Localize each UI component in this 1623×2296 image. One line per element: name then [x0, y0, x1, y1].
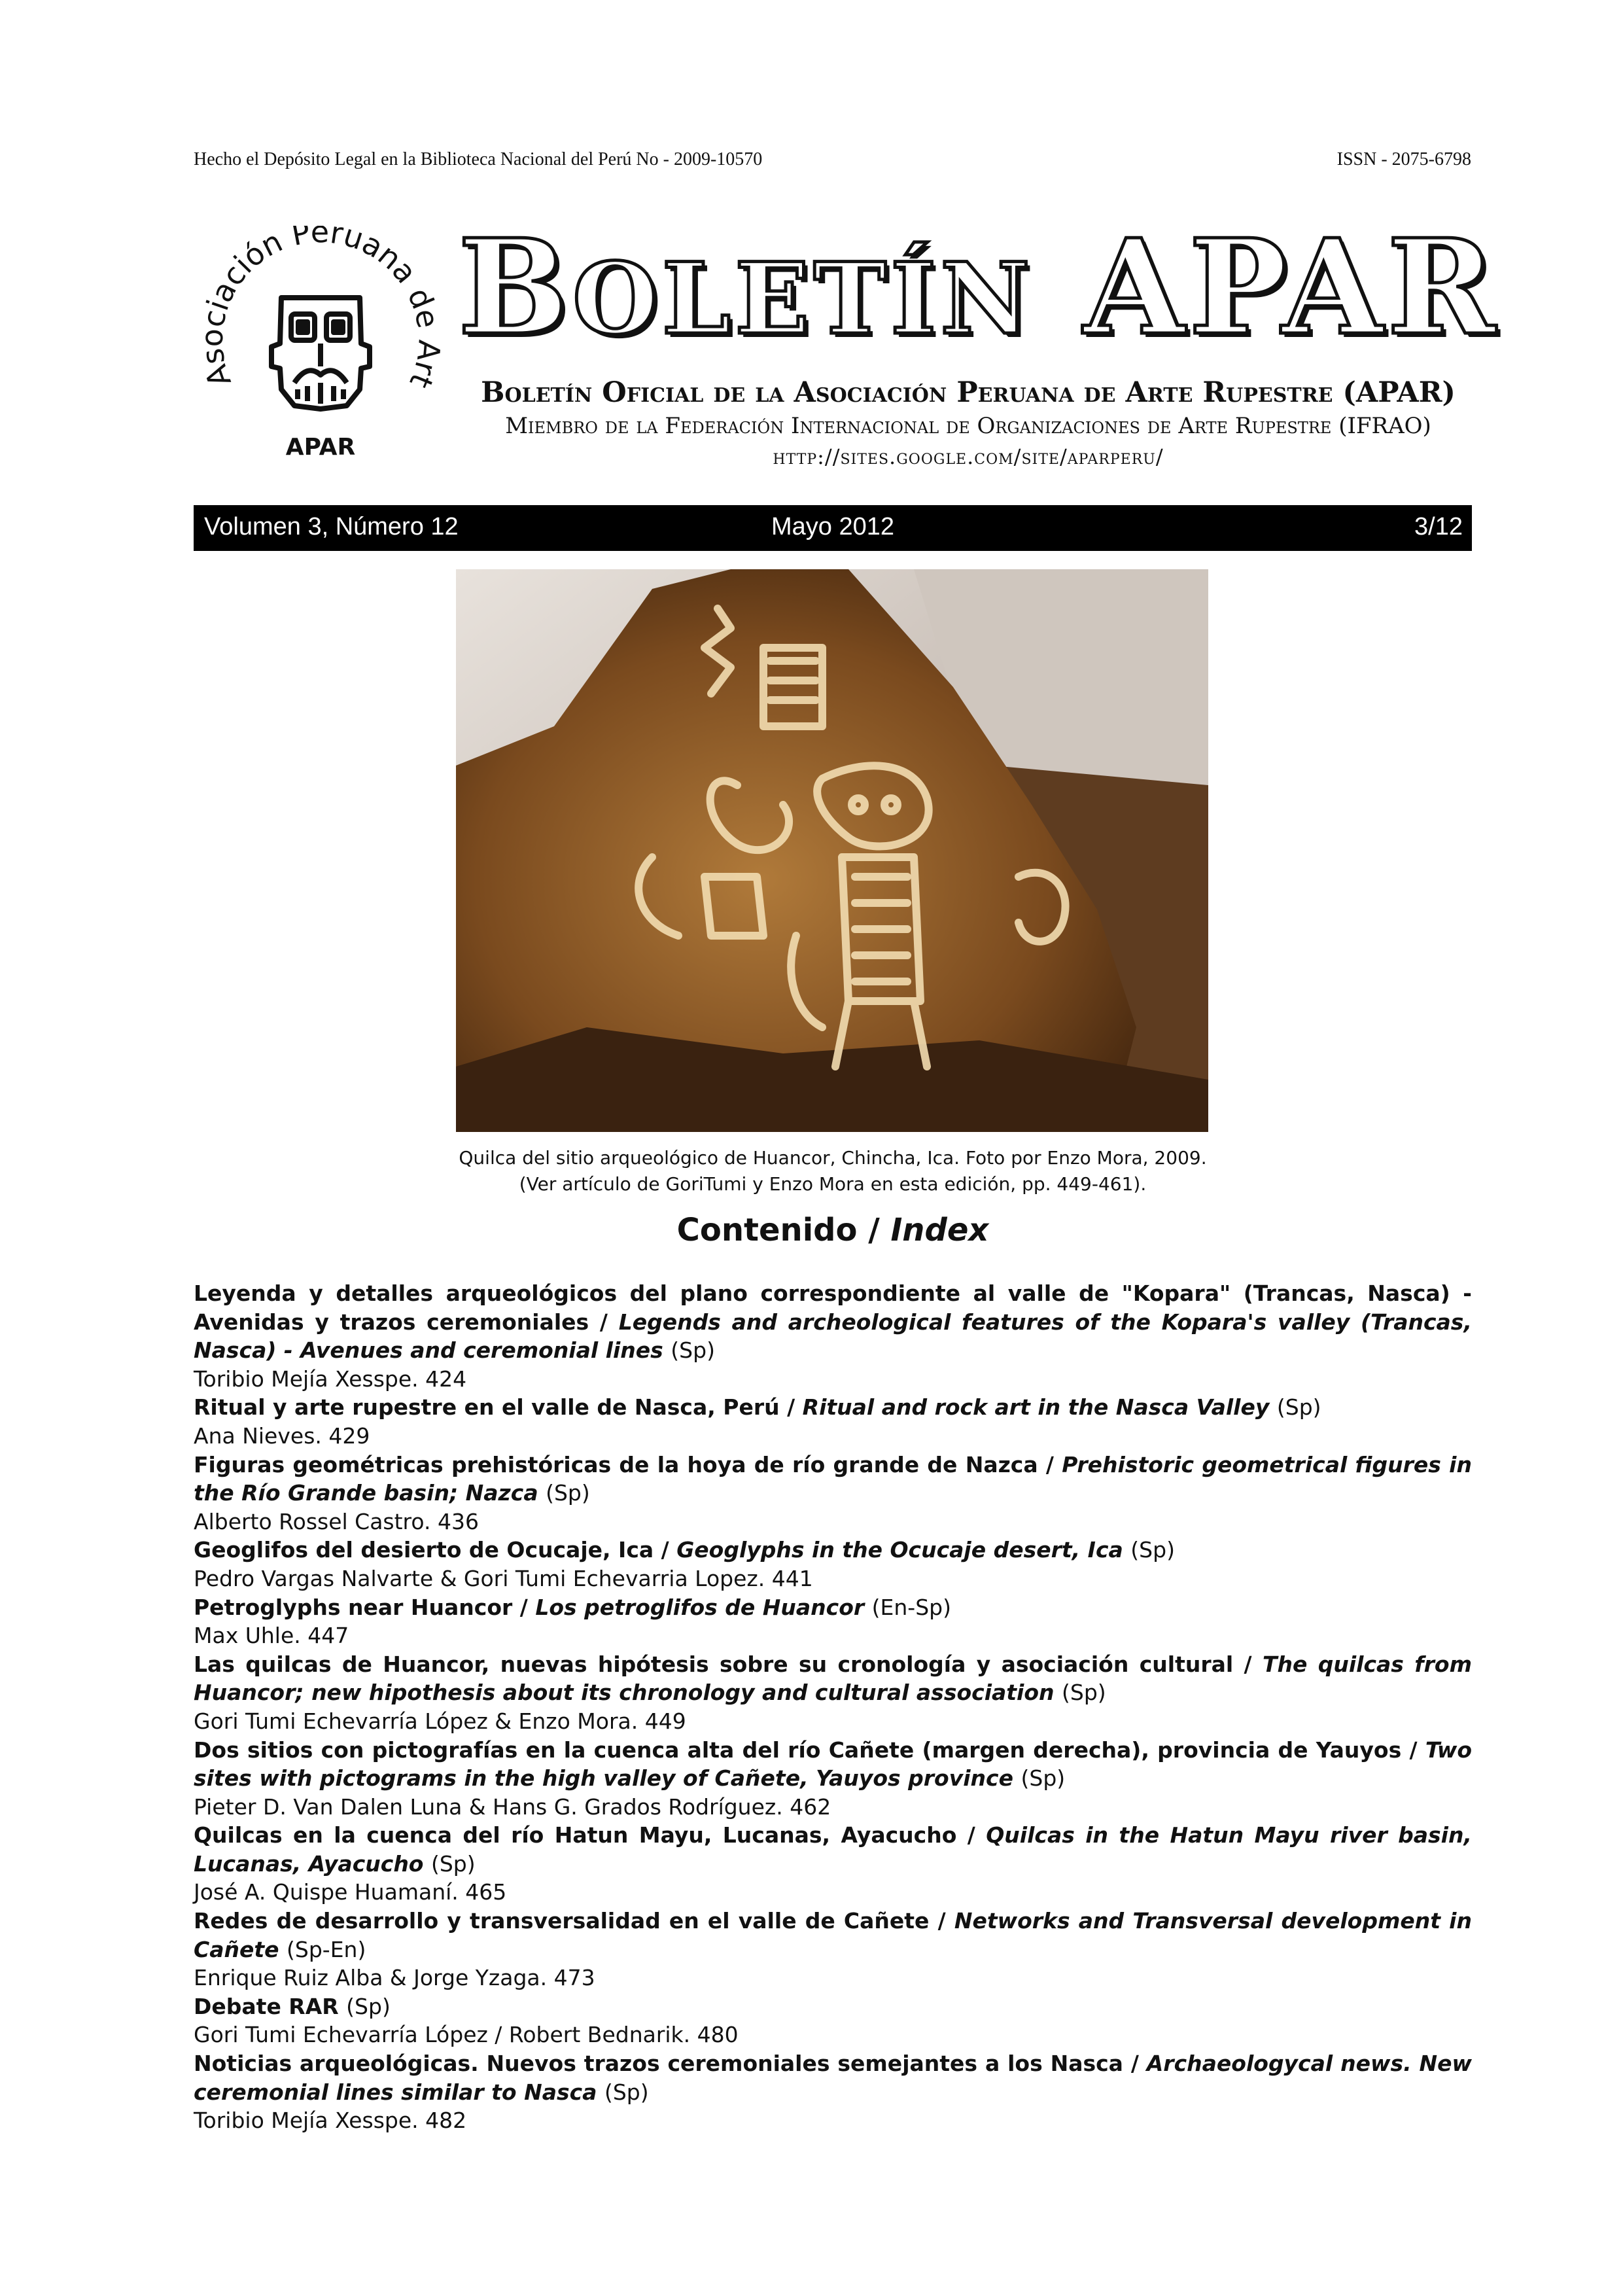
entry-author: Enrique Ruiz Alba & Jorge Yzaga. 473 [194, 1965, 595, 1991]
entry-title [194, 1536, 1472, 1564]
title-rest: OLETÍN [572, 241, 1034, 357]
entry-author: Ana Nieves. 429 [194, 1422, 370, 1449]
legal-deposit-text: Hecho el Depósito Legal en la Biblioteca Nacional del Perú No - 2009-10570 [194, 149, 763, 169]
index-heading-en: Index [890, 1212, 989, 1248]
logo-ring-text: Asociación Peruana de Art [194, 226, 447, 393]
entry-title-en: The quilcas from Huancor; new hipothesis about its chronology and cultural association [194, 1651, 1472, 1706]
index-heading [194, 1212, 1472, 1248]
entry-language: (En-Sp) [871, 1594, 951, 1620]
entry-author: José A. Quispe Huamaní. 465 [194, 1879, 507, 1905]
rock-art-photo [456, 569, 1208, 1132]
masthead-url[interactable]: http://sites.google.com/site/aparperu/ [773, 444, 1164, 469]
entry-author: Toribio Mejía Xesspe. 482 [194, 2108, 467, 2134]
rock-art-photo-icon [456, 569, 1208, 1132]
entry-title [194, 1992, 1472, 2021]
volume-bar [194, 505, 1472, 551]
entry-title-es: Debate RAR [194, 1993, 339, 2019]
masthead-member-line: Miembro de la Federación Internacional de Organizaciones de Arte Rupestre (IFRAO) [505, 413, 1431, 439]
entry-language: (Sp) [1021, 1765, 1066, 1792]
index-heading-es: Contenido / [676, 1212, 880, 1248]
index-entries [194, 1279, 1472, 2135]
entry-title [194, 2049, 1472, 2106]
masthead-title [458, 211, 1500, 364]
masthead [458, 211, 1500, 469]
entry-language: (Sp-En) [287, 1936, 366, 1962]
entry-author: Gori Tumi Echevarría López / Robert Bednarik. 480 [194, 2022, 739, 2048]
entry-title-en: Quilcas in the Hatun Mayu river basin, Lucanas, Ayacucho [194, 1822, 1472, 1877]
logo-label: APAR [285, 434, 356, 461]
index-entry [194, 1907, 1472, 1992]
issn-text: ISSN - 2075-6798 [1336, 149, 1471, 169]
entry-language: (Sp) [604, 2079, 649, 2105]
entry-title-es: Leyenda y detalles arqueológicos del plano correspondiente al valle de "Kopara" (Trancas, Nasca) - Avenidas y trazos ceremoniales / [194, 1280, 1472, 1335]
entry-title [194, 1821, 1472, 1878]
entry-title-en: Geoglyphs in the Ocucaje desert, Ica [676, 1537, 1123, 1563]
entry-language: (Sp) [430, 1850, 476, 1877]
entry-title-es: Geoglifos del desierto de Ocucaje, Ica / [194, 1537, 669, 1563]
apar-logo [190, 226, 451, 468]
entry-title-en: Legends and archeological features of the Kopara's valley (Trancas, Nasca) - Avenues and ceremonial lines [194, 1309, 1472, 1364]
entry-language: (Sp) [1276, 1394, 1321, 1421]
entry-author: Pieter D. Van Dalen Luna & Hans G. Grados Rodríguez. 462 [194, 1793, 831, 1820]
entry-title-en: Two sites with pictograms in the high valley of Cañete, Yauyos province [194, 1737, 1472, 1792]
entry-language: (Sp) [1130, 1537, 1175, 1563]
index-entry [194, 1536, 1472, 1593]
entry-language: (Sp) [671, 1337, 715, 1364]
entry-author: Alberto Rossel Castro. 436 [194, 1508, 479, 1534]
title-initial: B [458, 211, 573, 364]
entry-title-es: Figuras geométricas prehistóricas de la hoya de río grande de Nazca / [194, 1451, 1054, 1477]
masthead-subtitle: Boletín Oficial de la Asociación Peruana de Arte Rupestre (APAR) [481, 376, 1456, 409]
entry-title-es: Dos sitios con pictografías en la cuenca alta del río Cañete (margen derecha), provincia de Yauyos / [194, 1737, 1418, 1763]
entry-title-es: Las quilcas de Huancor, nuevas hipótesis sobre su cronología y asociación cultural / [194, 1651, 1252, 1677]
entry-title-es: Noticias arqueológicas. Nuevos trazos ceremoniales semejantes a los Nasca / [194, 2051, 1139, 2077]
entry-title [194, 1593, 1472, 1622]
entry-title-es: Ritual y arte rupestre en el valle de Nasca, Perú / [194, 1394, 795, 1421]
volume-number: Volumen 3, Número 12 [204, 513, 459, 540]
entry-title [194, 1907, 1472, 1964]
caption-line-2: (Ver artículo de GoriTumi y Enzo Mora en esta edición, pp. 449-461). [519, 1173, 1147, 1195]
entry-title-es: Redes de desarrollo y transversalidad en el valle de Cañete / [194, 1908, 946, 1934]
entry-title [194, 1393, 1472, 1422]
entry-title-es: Petroglyphs near Huancor / [194, 1594, 528, 1620]
issue-date: Mayo 2012 [771, 513, 895, 540]
index-entry [194, 1650, 1472, 1736]
entry-title [194, 1451, 1472, 1508]
index-entry [194, 1821, 1472, 1907]
entry-title-en: Los petroglifos de Huancor [535, 1594, 865, 1620]
apar-logo-icon [190, 226, 451, 468]
index-entry [194, 1393, 1472, 1450]
legal-header [194, 149, 1471, 175]
index-entry [194, 1593, 1472, 1650]
entry-language: (Sp) [346, 1993, 391, 2019]
entry-language: (Sp) [546, 1480, 590, 1506]
index-entry [194, 1736, 1472, 1822]
entry-title-en: Ritual and rock art in the Nasca Valley [802, 1394, 1270, 1421]
entry-author: Toribio Mejía Xesspe. 424 [194, 1366, 467, 1392]
entry-author: Gori Tumi Echevarría López & Enzo Mora. 449 [194, 1708, 686, 1734]
entry-title-en: Networks and Transversal development in Cañete [194, 1908, 1472, 1962]
entry-title-es: Quilcas en la cuenca del río Hatun Mayu, Lucanas, Ayacucho / [194, 1822, 975, 1848]
entry-title-en: Archaeologycal news. New ceremonial lines similar to Nasca [194, 2051, 1472, 2105]
index-entry [194, 1279, 1472, 1393]
entry-title-en: Prehistoric geometrical figures in the Río Grande basin; Nazca [194, 1451, 1472, 1506]
title-apar: APAR [1083, 211, 1500, 364]
entry-author: Pedro Vargas Nalvarte & Gori Tumi Echevarria Lopez. 441 [194, 1565, 813, 1591]
index-entry [194, 1451, 1472, 1536]
index-entry [194, 2049, 1472, 2135]
mask-face-icon [271, 298, 370, 409]
caption-line-1: Quilca del sitio arqueológico de Huancor, Chincha, Ica. Foto por Enzo Mora, 2009. [459, 1147, 1207, 1169]
entry-title [194, 1736, 1472, 1793]
entry-title [194, 1279, 1472, 1365]
photo-caption [194, 1145, 1472, 1197]
issue-number: 3/12 [1414, 513, 1463, 540]
entry-author: Max Uhle. 447 [194, 1623, 349, 1649]
entry-title [194, 1650, 1472, 1707]
entry-language: (Sp) [1062, 1680, 1106, 1706]
index-entry [194, 1992, 1472, 2049]
